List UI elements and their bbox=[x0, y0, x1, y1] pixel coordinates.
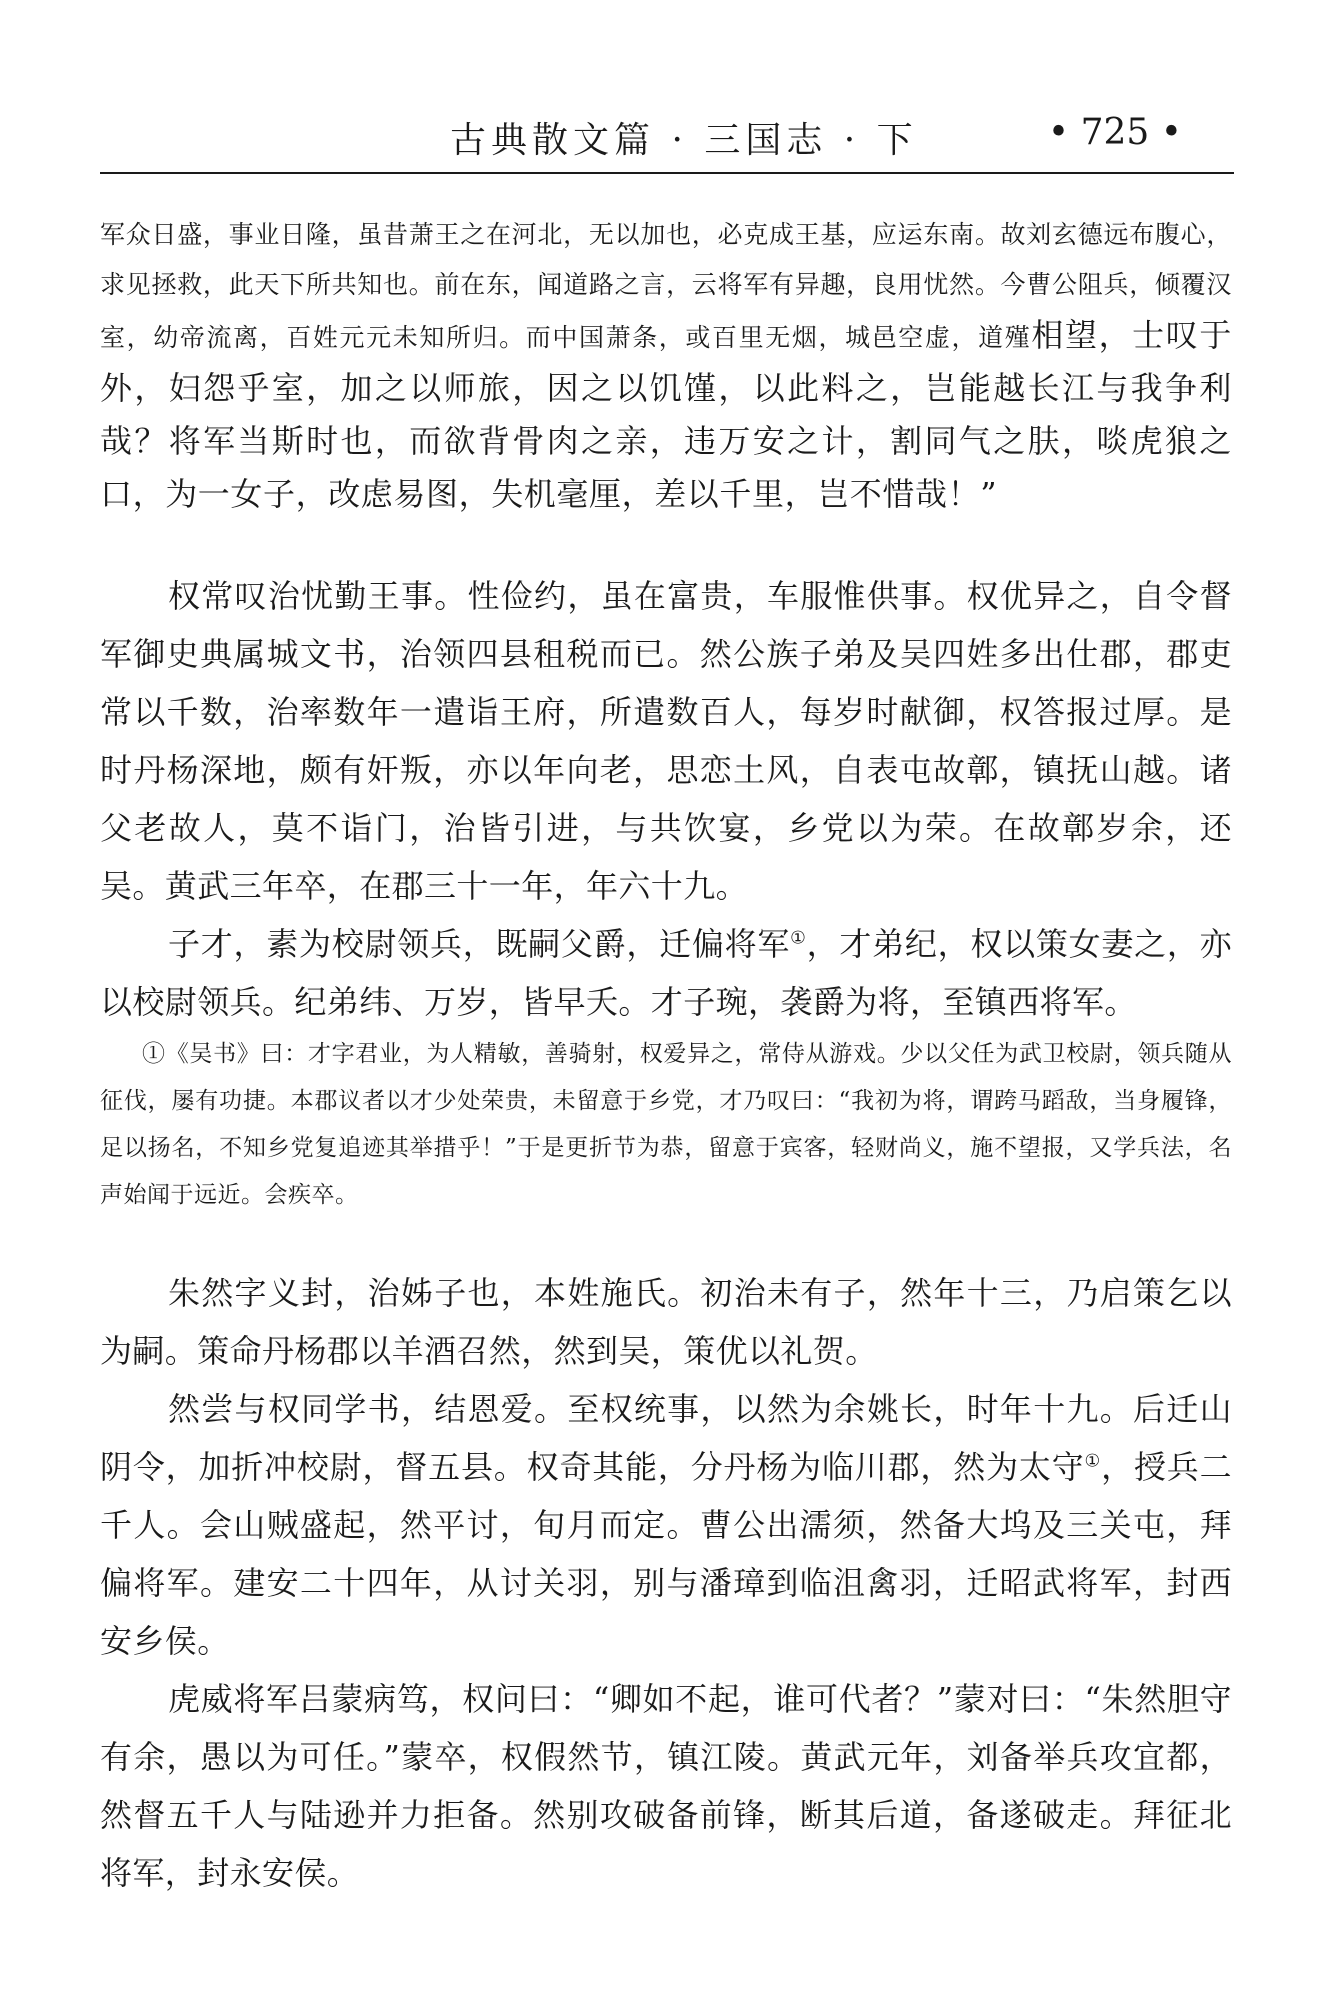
running-header bbox=[100, 96, 1234, 174]
quote-large-text: 相望，士叹于外，妇怨乎室，加之以师旅，因之以饥馑，以此料之，岂能越长江与我争利哉？将军当斯时也，而欲背骨肉之亲，违万安之计，割同气之肤，啖虎狼之口，为一女子，改虑易图，失机毫厘，差以千里，岂不惜哉！” bbox=[100, 316, 1232, 513]
paragraph-4-text-a: 然尝与权同学书，结恩爱。至权统事，以然为余姚长，时年十九。后迁山阴令，加折冲校尉，督五县。权奇其能，分丹杨为临川郡，然为太守 bbox=[100, 1390, 1232, 1486]
body-text bbox=[100, 210, 1232, 1902]
paragraph-1: 权常叹治忧勤王事。性俭约，虽在富贵，车服惟供事。权优异之，自令督军御史典属城文书，治领四县租税而已。然公族子弟及吴四姓多出仕郡，郡吏常以千数，治率数年一遣诣王府，所遣数百人，每岁时献御，权答报过厚。是时丹杨深地，颇有奸叛，亦以年向老，思恋土风，自表屯故鄣，镇抚山越。诸父老故人，莫不诣门，治皆引进，与共饮宴，乡党以为荣。在故鄣岁余，还吴。黄武三年卒，在郡三十一年，年六十九。 bbox=[100, 577, 1232, 905]
page-number: • 725 • bbox=[1047, 112, 1182, 153]
quote-paragraph bbox=[100, 210, 1232, 522]
paragraph-2-text-a: 子才，素为校尉领兵，既嗣父爵，迁偏将军 bbox=[168, 925, 791, 963]
paragraph-4 bbox=[100, 1380, 1232, 1670]
section-gap bbox=[100, 522, 1232, 567]
paragraph-2 bbox=[100, 915, 1232, 1031]
header-rule bbox=[100, 172, 1234, 174]
footnote-marker: ① bbox=[1084, 1451, 1102, 1472]
quote-small-text: 军众日盛，事业日隆，虽昔萧王之在河北，无以加也，必克成王基，应运东南。故刘玄德远布腹心，求见拯救，此天下所共知也。前在东，闻道路之言，云将军有异趣，良用忧然。今曹公阻兵，倾覆汉室，幼帝流离，百姓元元未知所归。而中国萧条，或百里无烟，城邑空虚，道殣 bbox=[100, 220, 1232, 352]
paragraph-5: 虎威将军吕蒙病笃，权问曰：“卿如不起，谁可代者？”蒙对曰：“朱然胆守有余，愚以为可任。”蒙卒，权假然节，镇江陵。黄武元年，刘备举兵攻宜都，然督五千人与陆逊并力拒备。然别攻破备前锋，断其后道，备遂破走。拜征北将军，封永安侯。 bbox=[100, 1680, 1232, 1892]
paragraph-2-text-b: ，才弟纪，权以策女妻之，亦以校尉领兵。纪弟纬、万岁，皆早夭。才子琬，袭爵为将，至镇西将军。 bbox=[100, 925, 1232, 1021]
section-gap bbox=[100, 1219, 1232, 1264]
paragraph-4-text-b: ，授兵二千人。会山贼盛起，然平讨，旬月而定。曹公出濡须，然备大坞及三关屯，拜偏将军。建安二十四年，从讨关羽，别与潘璋到临沮禽羽，迁昭武将军，封西安乡侯。 bbox=[100, 1448, 1232, 1660]
header-title: 古典散文篇 · 三国志 · 下 bbox=[450, 120, 918, 161]
footnote-marker: ① bbox=[790, 928, 807, 949]
paragraph-3: 朱然字义封，治姊子也，本姓施氏。初治未有子，然年十三，乃启策乞以为嗣。策命丹杨郡以羊酒召然，然到吴，策优以礼贺。 bbox=[100, 1274, 1232, 1370]
footnote-1: ①《吴书》曰：才字君业，为人精敏，善骑射，权爱异之，常侍从游戏。少以父任为武卫校尉，领兵随从征伐，屡有功捷。本郡议者以才少处荣贵，未留意于乡党，才乃叹曰：“我初为将，谓跨马蹈敌，当身履锋，足以扬名，不知乡党复追迹其举措乎！”于是更折节为恭，留意于宾客，轻财尚义，施不望报，又学兵法，名声始闻于远近。会疾卒。 bbox=[100, 1041, 1232, 1208]
